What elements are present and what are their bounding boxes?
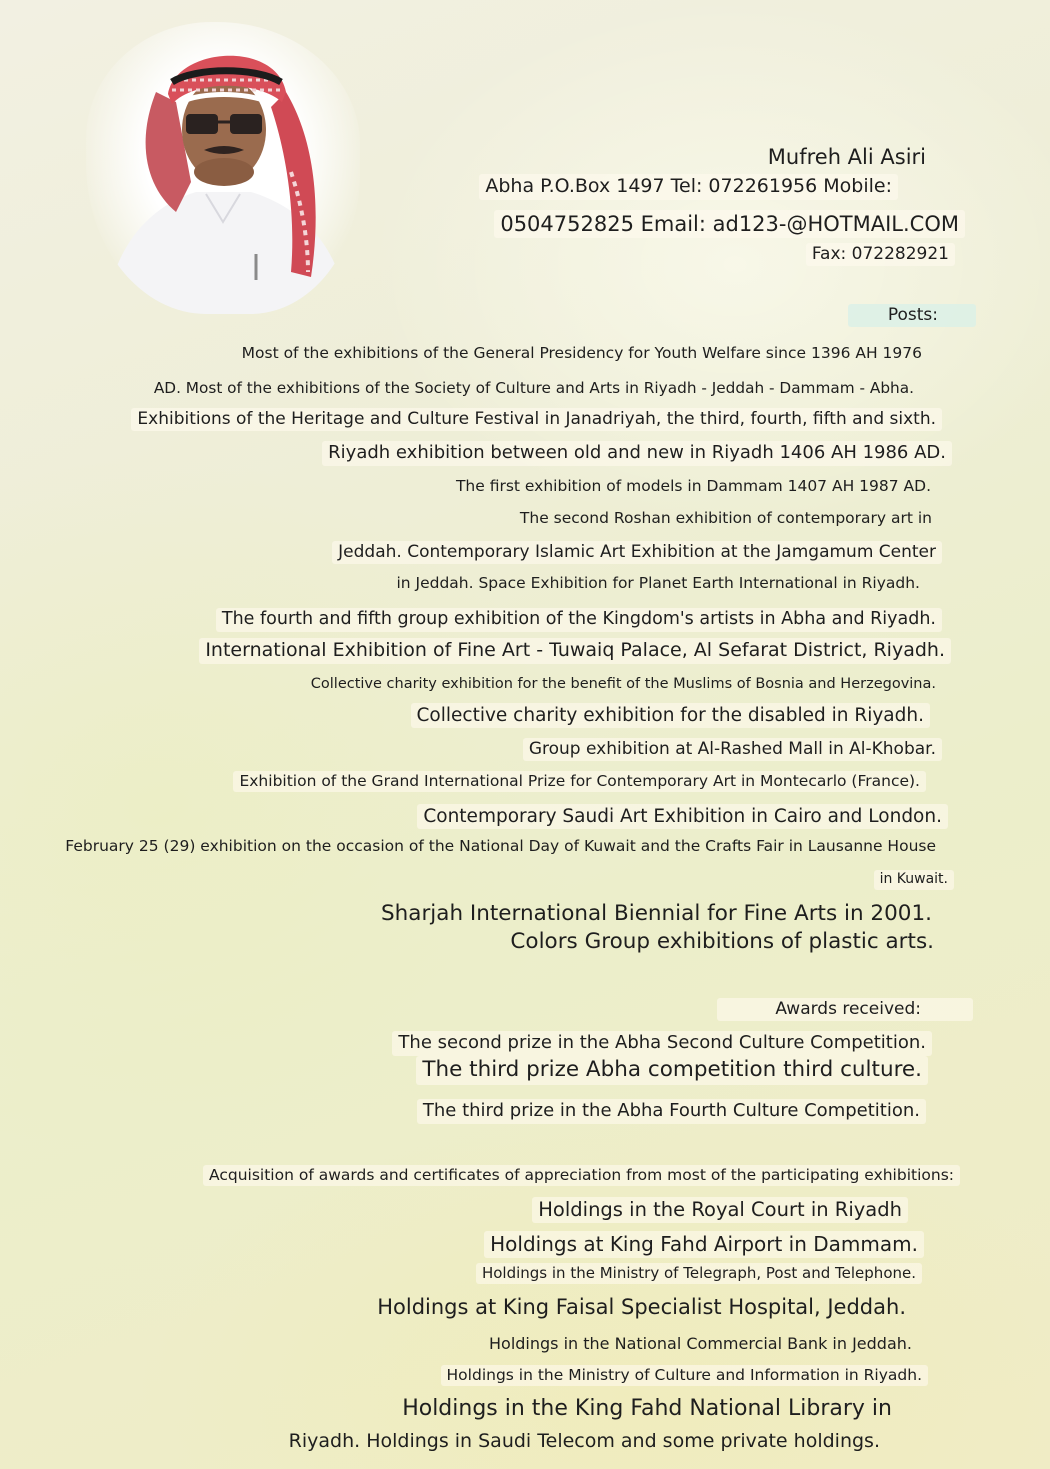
award-line: The third prize Abha competition third culture. — [416, 1056, 928, 1085]
post-line: Contemporary Saudi Art Exhibition in Cairo and London. — [417, 804, 948, 829]
award-line: The third prize in the Abha Fourth Culture Competition. — [417, 1099, 926, 1124]
awards-heading: Awards received: — [717, 998, 973, 1021]
post-line: Exhibition of the Grand International Prize for Contemporary Art in Montecarlo (France). — [233, 771, 926, 792]
holding-line: Riyadh. Holdings in Saudi Telecom and some private holdings. — [288, 1430, 880, 1452]
post-line: Colors Group exhibitions of plastic arts. — [510, 929, 934, 954]
holding-line: Holdings in the Royal Court in Riyadh — [532, 1197, 908, 1223]
post-line: Most of the exhibitions of the General Presidency for Youth Welfare since 1396 AH 1976 — [241, 344, 922, 362]
post-line: in Kuwait. — [874, 870, 954, 890]
holding-line: Holdings in the Ministry of Telegraph, Post and Telephone. — [476, 1263, 922, 1284]
post-line: Collective charity exhibition for the disabled in Riyadh. — [411, 703, 931, 728]
post-line: Riyadh exhibition between old and new in Riyadh 1406 AH 1986 AD. — [322, 441, 952, 466]
holding-line: Holdings in the King Fahd National Library in — [402, 1396, 892, 1421]
post-line: Exhibitions of the Heritage and Culture Festival in Janadriyah, the third, fourth, fifth and sixth. — [131, 408, 942, 431]
post-line: Sharjah International Biennial for Fine Arts in 2001. — [381, 901, 932, 926]
holding-line: Holdings at King Faisal Specialist Hospital, Jeddah. — [377, 1295, 906, 1319]
post-line: Collective charity exhibition for the benefit of the Muslims of Bosnia and Herzegovina. — [310, 676, 936, 692]
person-name: Mufreh Ali Asiri — [767, 145, 926, 169]
post-line: The second Roshan exhibition of contemporary art in — [519, 509, 932, 527]
person-photo-icon — [86, 22, 360, 314]
post-line: in Jeddah. Space Exhibition for Planet Earth International in Riyadh. — [396, 574, 920, 592]
holding-line: Holdings at King Fahd Airport in Dammam. — [484, 1231, 924, 1258]
post-line: International Exhibition of Fine Art - Tuwaiq Palace, Al Sefarat District, Riyadh. — [199, 638, 951, 664]
fax-line: Fax: 072282921 — [806, 243, 955, 266]
holdings-heading: Acquisition of awards and certificates of appreciation from most of the participating exhibitions: — [203, 1165, 960, 1186]
mobile-email-line: 0504752825 Email: ad123-@HOTMAIL.COM — [494, 210, 965, 238]
profile-photo — [86, 22, 360, 314]
holding-line: Holdings in the National Commercial Bank in Jeddah. — [489, 1334, 912, 1353]
award-line: The second prize in the Abha Second Culture Competition. — [392, 1031, 932, 1056]
post-line: The fourth and fifth group exhibition of the Kingdom's artists in Abha and Riyadh. — [216, 608, 942, 632]
post-line: Group exhibition at Al-Rashed Mall in Al-Khobar. — [523, 738, 942, 761]
posts-heading: Posts: — [848, 304, 976, 327]
post-line: AD. Most of the exhibitions of the Society of Culture and Arts in Riyadh - Jeddah - Dammam - Abha. — [153, 379, 914, 397]
post-line: February 25 (29) exhibition on the occasion of the National Day of Kuwait and the Crafts Fair in Lausanne House — [65, 837, 936, 855]
post-line: The first exhibition of models in Dammam 1407 AH 1987 AD. — [455, 477, 931, 495]
post-line: Jeddah. Contemporary Islamic Art Exhibition at the Jamgamum Center — [332, 541, 942, 564]
address-line: Abha P.O.Box 1497 Tel: 072261956 Mobile: — [479, 174, 898, 200]
holding-line: Holdings in the Ministry of Culture and Information in Riyadh. — [441, 1365, 928, 1386]
